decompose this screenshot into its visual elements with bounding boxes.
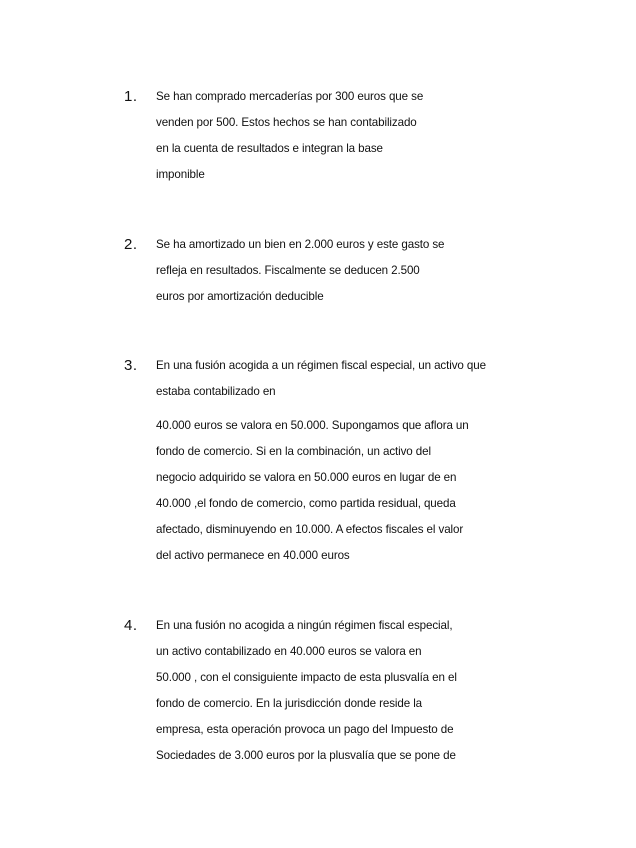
text-line: estaba contabilizado en xyxy=(156,385,276,398)
text-line: Sociedades de 3.000 euros por la plusvalía que se pone de xyxy=(156,749,456,762)
item-number: 1. xyxy=(124,88,138,105)
text-line: Se ha amortizado un bien en 2.000 euros y este gasto se xyxy=(156,238,445,251)
text-line: afectado, disminuyendo en 10.000. A efectos fiscales el valor xyxy=(156,523,464,536)
item-number: 3. xyxy=(124,357,138,374)
text-line: imponible xyxy=(156,168,205,181)
item-text xyxy=(156,358,546,574)
item-text xyxy=(156,618,546,774)
text-line: refleja en resultados. Fiscalmente se deducen 2.500 xyxy=(156,264,420,277)
item-number: 2. xyxy=(124,236,138,253)
text-line: En una fusión no acogida a ningún régimen fiscal especial, xyxy=(156,619,453,632)
text-line: negocio adquirido se valora en 50.000 euros en lugar de en xyxy=(156,471,457,484)
text-line: En una fusión acogida a un régimen fiscal especial, un activo que xyxy=(156,359,486,372)
text-line: del activo permanece en 40.000 euros xyxy=(156,549,350,562)
item-text xyxy=(156,237,546,315)
text-line: Se han comprado mercaderías por 300 euros que se xyxy=(156,90,424,103)
text-line: fondo de comercio. Si en la combinación, un activo del xyxy=(156,445,431,458)
text-line: 40.000 euros se valora en 50.000. Supongamos que aflora un xyxy=(156,419,469,432)
text-line: 40.000 ,el fondo de comercio, como partida residual, queda xyxy=(156,497,456,510)
text-line: 50.000 , con el consiguiente impacto de esta plusvalía en el xyxy=(156,671,457,684)
text-line: en la cuenta de resultados e integran la base xyxy=(156,142,383,155)
text-line: un activo contabilizado en 40.000 euros se valora en xyxy=(156,645,422,658)
text-line: fondo de comercio. En la jurisdicción donde reside la xyxy=(156,697,423,710)
item-text xyxy=(156,89,546,193)
text-line: empresa, esta operación provoca un pago del Impuesto de xyxy=(156,723,454,736)
text-line: euros por amortización deducible xyxy=(156,290,324,303)
text-line: venden por 500. Estos hechos se han contabilizado xyxy=(156,116,417,129)
item-number: 4. xyxy=(124,617,138,634)
